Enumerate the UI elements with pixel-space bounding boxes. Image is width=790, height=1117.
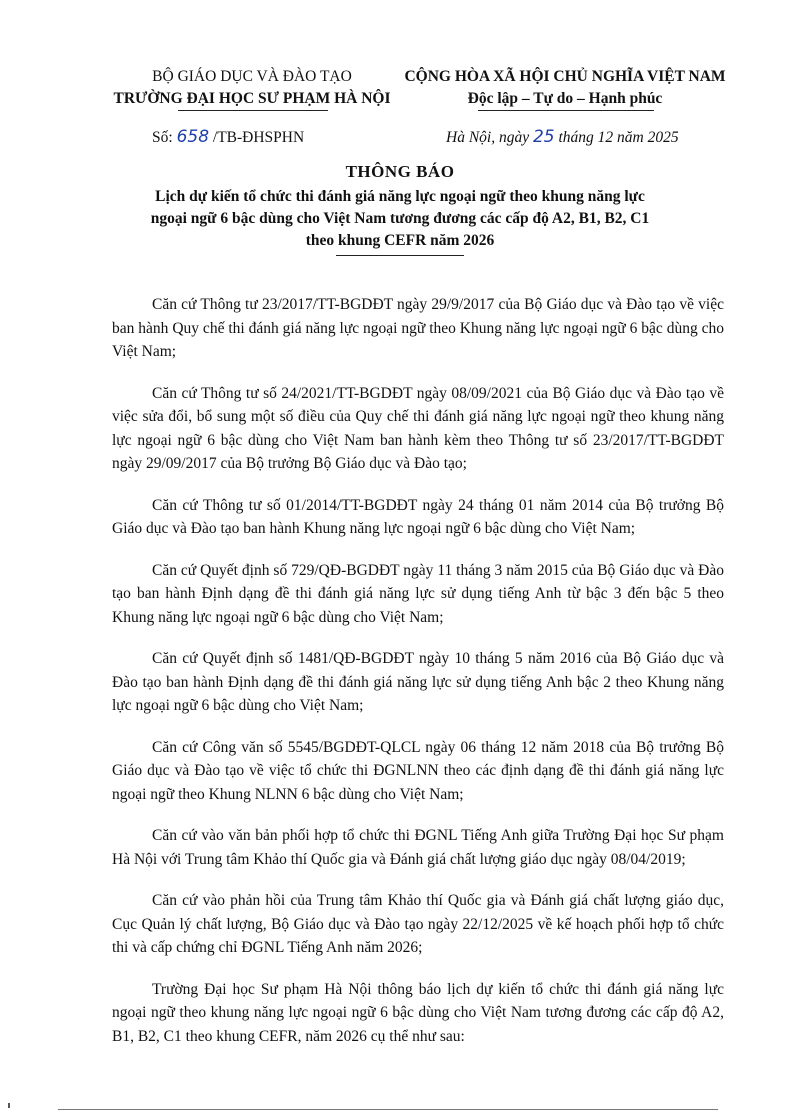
- issuer-underline: [178, 110, 328, 111]
- legal-basis-paragraph: Căn cứ Thông tư số 24/2021/TT-BGDĐT ngày 08/09/2021 của Bộ Giáo dục và Đào tạo về việc sửa đổi, bổ sung một số điều của Quy chế thi đánh giá năng lực ngoại ngữ theo khung năng lực ngoại ngữ 6 bậc dùng cho Việt Nam ban hành kèm theo Thông tư số 23/2017/TT-BGDĐT ngày 29/09/2017 của Bộ trưởng Bộ Giáo dục và Đào tạo;: [112, 384, 724, 472]
- reference-row: [0, 127, 790, 151]
- notice-heading: THÔNG BÁO: [345, 162, 455, 181]
- legal-basis-paragraph: Căn cứ Thông tư 23/2017/TT-BGDĐT ngày 29/9/2017 của Bộ Giáo dục và Đào tạo về việc ban hành Quy chế thi đánh giá năng lực ngoại ngữ theo Khung năng lực ngoại ngữ 6 bậc dùng cho Việt Nam;: [112, 296, 724, 360]
- document-header: [0, 66, 790, 126]
- notice-title-block: [100, 160, 700, 252]
- issuer-block: [92, 66, 412, 110]
- subject-line-3: theo khung CEFR năm 2026: [305, 232, 495, 249]
- legal-basis-paragraph: Căn cứ vào phản hồi của Trung tâm Khảo thí Quốc gia và Đánh giá chất lượng giáo dục, Cục Quản lý chất lượng, Bộ Giáo dục và Đào tạo ngày 22/12/2025 về kế hoạch phối hợp tổ chức thi và cấp chứng chỉ ĐGNL Tiếng Anh năm 2026;: [112, 892, 724, 956]
- scan-edge-mark: [8, 1103, 10, 1108]
- subject-line-2: ngoại ngữ 6 bậc dùng cho Việt Nam tương đương các cấp độ A2, B1, B2, C1: [150, 210, 650, 227]
- notice-subject: [100, 186, 700, 252]
- republic-name: CỘNG HÒA XÃ HỘI CHỦ NGHĨA VIỆT NAM: [404, 68, 726, 85]
- university-name: TRƯỜNG ĐẠI HỌC SƯ PHẠM HÀ NỘI: [113, 90, 391, 107]
- issue-date: [446, 127, 679, 147]
- legal-basis-paragraph: Căn cứ Quyết định số 729/QĐ-BGDĐT ngày 11 tháng 3 năm 2015 của Bộ Giáo dục và Đào tạo ban hành Định dạng đề thi đánh giá năng lực sử dụng tiếng Anh từ bậc 3 đến bậc 5 theo Khung năng lực ngoại ngữ 6 bậc dùng cho Việt Nam;: [112, 561, 724, 626]
- date-prefix: Hà Nội, ngày: [446, 129, 530, 146]
- national-motto: Độc lập – Tự do – Hạnh phúc: [467, 90, 663, 107]
- legal-basis-paragraph: Căn cứ Quyết định số 1481/QĐ-BGDĐT ngày 10 tháng 5 năm 2016 của Bộ Giáo dục và Đào tạo ban hành Định dạng đề thi đánh giá năng lực sử dụng tiếng Anh bậc 2 theo Khung năng lực ngoại ngữ 6 bậc dùng cho Việt Nam;: [112, 650, 724, 714]
- page-bottom-rule: [58, 1109, 718, 1110]
- document-number: [152, 127, 304, 147]
- legal-basis-paragraph: Căn cứ vào văn bản phối hợp tổ chức thi ĐGNL Tiếng Anh giữa Trường Đại học Sư phạm Hà Nội với Trung tâm Khảo thí Quốc gia và Đánh giá chất lượng giáo dục ngày 08/04/2019;: [112, 827, 724, 868]
- motto-underline: [478, 110, 654, 111]
- document-body: [112, 293, 724, 1066]
- handwritten-number: 658: [176, 127, 210, 147]
- number-suffix: /TB-ĐHSPHN: [212, 129, 305, 146]
- announcement-paragraph: Trường Đại học Sư phạm Hà Nội thông báo lịch dự kiến tổ chức thi đánh giá năng lực ngoại ngữ theo khung năng lực ngoại ngữ 6 bậc dùng cho Việt Nam tương đương các cấp độ A2, B1, B2, C1 theo khung CEFR, năm 2026 cụ thể như sau:: [112, 980, 724, 1045]
- title-underline: [336, 255, 464, 256]
- ministry-name: BỘ GIÁO DỤC VÀ ĐÀO TẠO: [152, 68, 352, 85]
- date-suffix: tháng 12 năm 2025: [558, 129, 679, 146]
- legal-basis-paragraph: Căn cứ Thông tư số 01/2014/TT-BGDĐT ngày 24 tháng 01 năm 2014 của Bộ trưởng Bộ Giáo dục và Đào tạo ban hành Khung năng lực ngoại ngữ 6 bậc dùng cho Việt Nam;: [112, 496, 724, 537]
- number-prefix: Số:: [152, 129, 173, 146]
- national-heading-block: [400, 66, 730, 110]
- subject-line-1: Lịch dự kiến tổ chức thi đánh giá năng lực ngoại ngữ theo khung năng lực: [155, 188, 645, 205]
- handwritten-day: 25: [532, 127, 555, 147]
- legal-basis-paragraph: Căn cứ Công văn số 5545/BGDĐT-QLCL ngày 06 tháng 12 năm 2018 của Bộ trưởng Bộ Giáo dục và Đào tạo về việc tổ chức thi ĐGNLNN theo các định dạng đề thi đánh giá năng lực ngoại ngữ theo Khung NLNN 6 bậc dùng cho Việt Nam;: [112, 738, 724, 803]
